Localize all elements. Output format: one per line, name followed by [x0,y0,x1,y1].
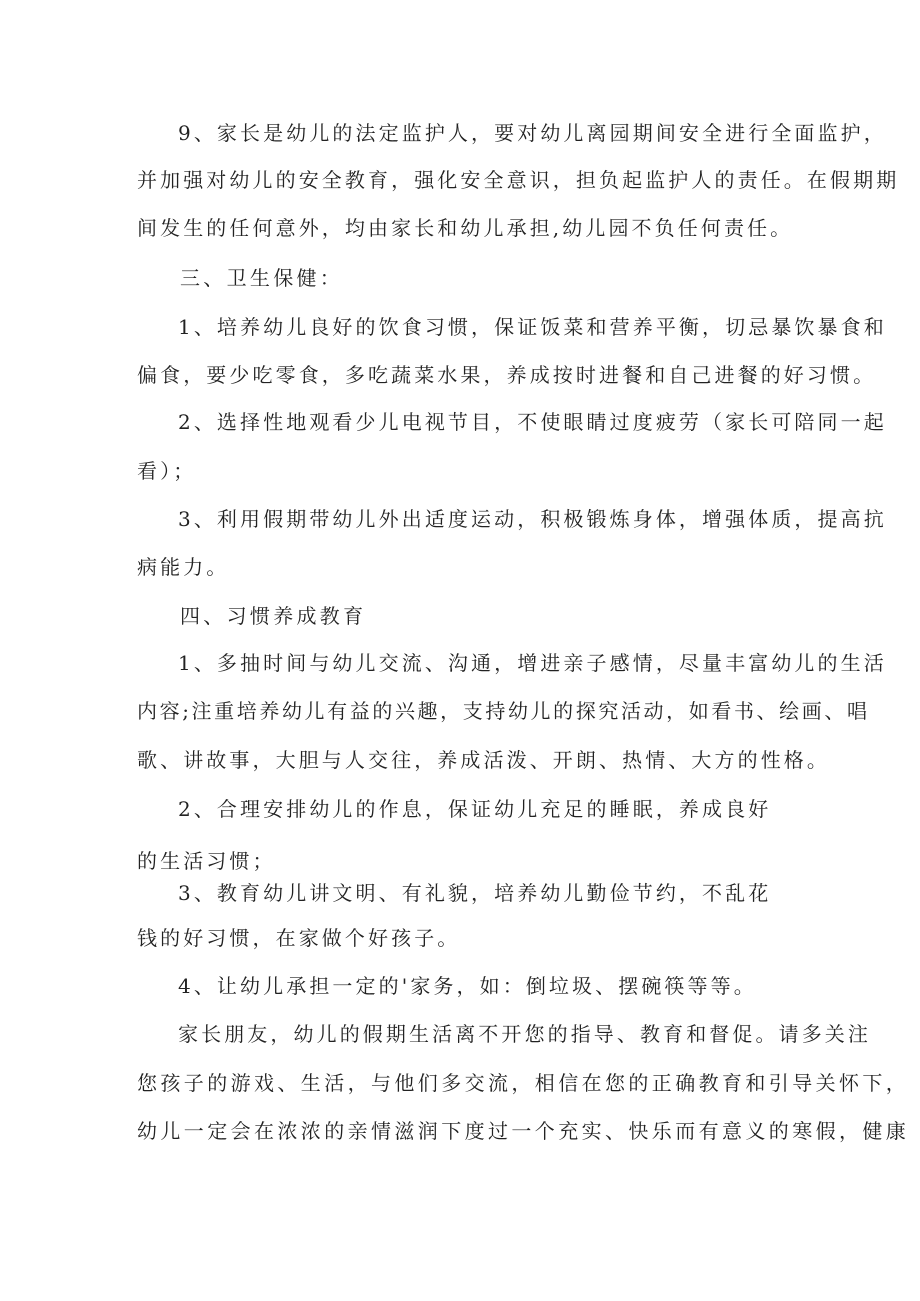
section-heading-habits: 四、习惯养成教育 [180,604,367,628]
habit-item-3-line-1: 3、教育幼儿讲文明、有礼貌，培养幼儿勤俭节约，不乱花 [178,881,772,905]
closing-paragraph-line-3: 幼儿一定会在浓浓的亲情滋润下度过一个充实、快乐而有意义的寒假，健康 [137,1119,910,1143]
closing-paragraph-line-1: 家长朋友，幼儿的假期生活离不开您的指导、教育和督促。请多关注 [178,1022,871,1046]
closing-paragraph-line-2: 您孩子的游戏、生活，与他们多交流，相信在您的正确教育和引导关怀下， [137,1071,910,1095]
habit-item-2-line-1: 2、合理安排幼儿的作息，保证幼儿充足的睡眠，养成良好 [178,797,772,821]
paragraph-9-line-2: 并加强对幼儿的安全教育，强化安全意识，担负起监护人的责任。在假期期 [137,168,900,192]
habit-item-3-line-2: 钱的好习惯，在家做个好孩子。 [137,926,461,950]
habit-item-1-line-3: 歌、讲故事，大胆与人交往，养成活泼、开朗、热情、大方的性格。 [137,748,830,772]
health-item-1-line-1: 1、培养幼儿良好的饮食习惯，保证饭菜和营养平衡，切忌暴饮暴食和 [178,315,887,339]
health-item-2-line-2: 看）； [137,459,197,483]
habit-item-2-line-2: 的生活习惯； [137,849,276,873]
health-item-2-line-1: 2、选择性地观看少儿电视节目，不使眼睛过度疲劳（家长可陪同一起 [178,410,887,434]
health-item-3-line-2: 病能力。 [137,555,230,579]
health-item-3-line-1: 3、利用假期带幼儿外出适度运动，积极锻炼身体，增强体质，提高抗 [178,507,887,531]
health-item-1-line-2: 偏食，要少吃零食，多吃蔬菜水果，养成按时进餐和自己进餐的好习惯。 [137,363,877,387]
habit-item-1-line-1: 1、多抽时间与幼儿交流、沟通，增进亲子感情，尽量丰富幼儿的生活 [178,651,887,675]
habit-item-4-line-1: 4、让幼儿承担一定的'家务，如：倒垃圾、摆碗筷等等。 [178,974,757,998]
paragraph-9-line-1: 9、家长是幼儿的法定监护人，要对幼儿离园期间安全进行全面监护， [178,121,887,145]
paragraph-9-line-3: 间发生的任何意外，均由家长和幼儿承担,幼儿园不负任何责任。 [137,216,794,240]
section-heading-health: 三、卫生保健： [180,266,344,290]
habit-item-1-line-2: 内容;注重培养幼儿有益的兴趣，支持幼儿的探究活动，如看书、绘画、唱 [137,699,870,723]
